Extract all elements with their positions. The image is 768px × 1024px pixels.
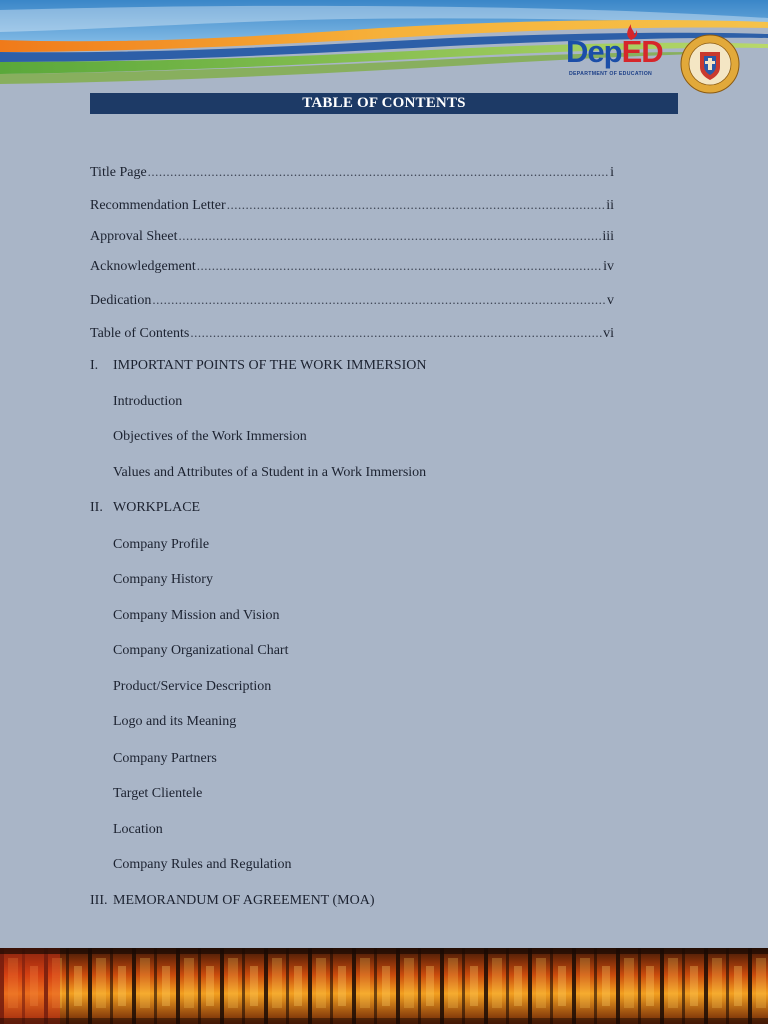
toc-entry-label: Recommendation Letter xyxy=(90,198,226,213)
toc-subitem: Location xyxy=(113,822,163,837)
toc-section-number: II. xyxy=(90,500,103,515)
seal-emblem-icon xyxy=(680,34,740,94)
toc-subitem: Target Clientele xyxy=(113,786,203,801)
toc-leader-dots xyxy=(178,228,601,244)
toc-leader-dots xyxy=(148,164,609,180)
toc-entry-title-page xyxy=(90,164,614,181)
toc-subitem: Objectives of the Work Immersion xyxy=(113,429,307,444)
page-title: TABLE OF CONTENTS xyxy=(90,93,678,114)
toc-leader-dots xyxy=(197,258,602,274)
toc-subitem: Company History xyxy=(113,572,213,587)
toc-leader-dots xyxy=(227,197,606,213)
toc-entry-label: Acknowledgement xyxy=(90,259,196,274)
toc-entry-page: ii xyxy=(606,198,614,213)
footer-fire-pattern-graphic xyxy=(0,948,768,1024)
toc-entry-recommendation-letter xyxy=(90,197,614,214)
toc-entry-page: i xyxy=(610,165,614,180)
toc-entry-table-of-contents xyxy=(90,325,614,342)
toc-entry-acknowledgement xyxy=(90,258,614,275)
toc-section-title: WORKPLACE xyxy=(113,500,201,515)
toc-subitem: Product/Service Description xyxy=(113,679,272,694)
deped-logo xyxy=(566,26,672,84)
toc-subitem: Company Rules and Regulation xyxy=(113,857,292,872)
deped-subtitle: DEPARTMENT OF EDUCATION xyxy=(569,71,653,77)
footer-decorative-band xyxy=(0,948,768,1024)
toc-entry-label: Dedication xyxy=(90,293,152,308)
toc-section-number: III. xyxy=(90,893,108,908)
toc-entry-dedication xyxy=(90,292,614,309)
toc-entry-approval-sheet xyxy=(90,228,614,245)
toc-entry-page: iv xyxy=(603,259,614,274)
toc-subitem: Values and Attributes of a Student in a Work Immersion xyxy=(113,465,427,480)
toc-subitem: Company Organizational Chart xyxy=(113,643,289,658)
municipal-seal xyxy=(680,34,740,94)
deped-wordmark xyxy=(566,36,663,68)
toc-section-2 xyxy=(90,500,200,516)
toc-section-title: IMPORTANT POINTS OF THE WORK IMMERSION xyxy=(113,358,427,373)
toc-section-number: I. xyxy=(90,358,99,373)
toc-subitem: Company Partners xyxy=(113,751,217,766)
deped-wordmark-primary: Dep xyxy=(566,34,622,69)
toc-entry-page: iii xyxy=(602,229,614,244)
toc-leader-dots xyxy=(190,325,602,341)
toc-section-title: MEMORANDUM OF AGREEMENT (MOA) xyxy=(113,893,375,908)
toc-entry-label: Title Page xyxy=(90,165,147,180)
toc-subitem: Company Profile xyxy=(113,537,210,552)
toc-entry-label: Table of Contents xyxy=(90,326,190,341)
toc-section-1 xyxy=(90,358,426,374)
toc-entry-page: v xyxy=(607,293,614,308)
toc-subitem: Company Mission and Vision xyxy=(113,608,280,623)
toc-entry-page: vi xyxy=(603,326,614,341)
deped-wordmark-accent: ED xyxy=(621,34,663,69)
toc-subitem: Introduction xyxy=(113,394,183,409)
toc-entry-label: Approval Sheet xyxy=(90,229,178,244)
toc-subitem: Logo and its Meaning xyxy=(113,714,237,729)
toc-section-3 xyxy=(90,893,374,909)
header-banner xyxy=(0,0,768,84)
toc-leader-dots xyxy=(152,292,606,308)
